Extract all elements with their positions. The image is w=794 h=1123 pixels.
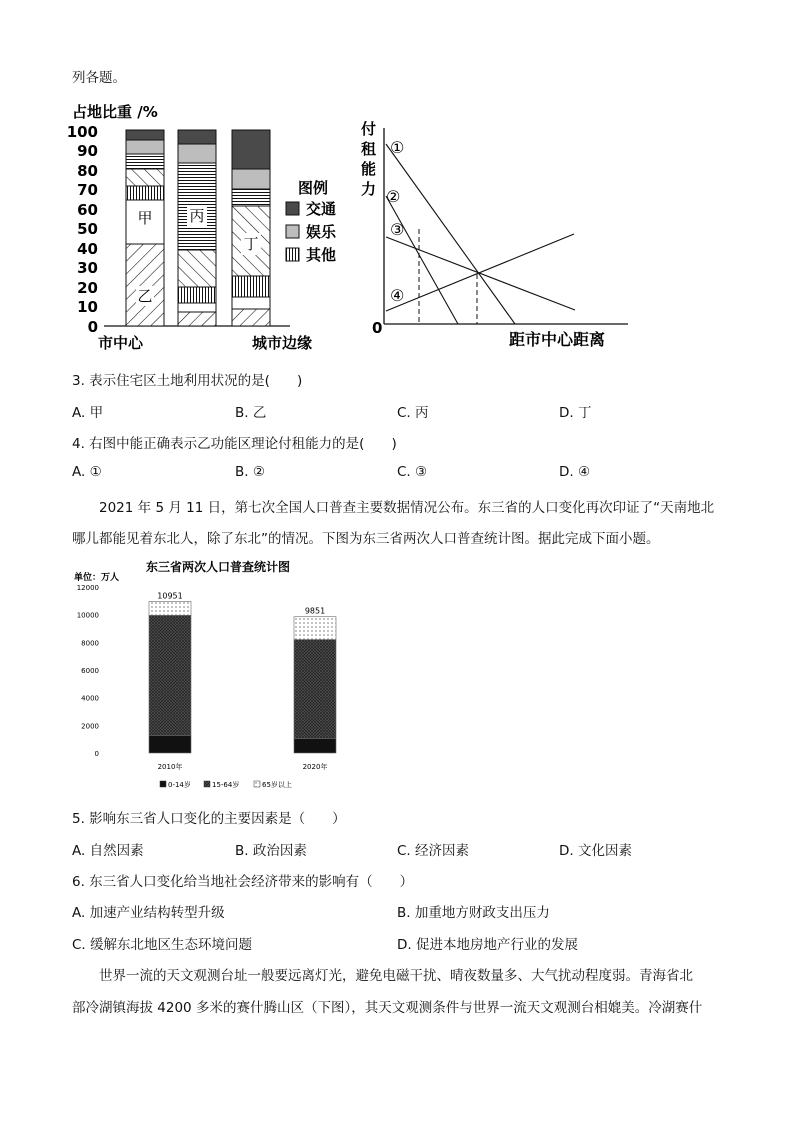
segment-mixed — [178, 250, 216, 287]
q6-option-a[interactable]: A. 加速产业结构转型升级 — [72, 905, 225, 921]
segment-transport — [178, 130, 216, 144]
bar-middle — [178, 130, 216, 326]
q6-option-b[interactable]: B. 加重地方财政支出压力 — [397, 905, 550, 921]
y-tick-label: 12000 — [76, 584, 99, 592]
y-tick-label: 2000 — [81, 722, 99, 731]
segment-blank — [178, 303, 216, 312]
y-tick: 100 — [66, 123, 98, 141]
left-y-title: 占地比重 /% — [72, 103, 158, 121]
q3-option-d[interactable]: D. 丁 — [559, 405, 592, 421]
right-y-title-char: 租 — [361, 140, 377, 158]
marker-3: ③ — [390, 220, 405, 239]
bar-segment-2 — [149, 615, 191, 735]
q4-option-d[interactable]: D. ④ — [559, 464, 591, 480]
census-chart — [66, 557, 386, 797]
right-y-title-char: 力 — [361, 180, 377, 198]
segment-lines — [126, 154, 164, 169]
y-tick: 60 — [77, 201, 98, 219]
y-tick-label: 10000 — [76, 611, 99, 620]
land-use-figure — [60, 98, 640, 354]
bar-segment-3 — [294, 617, 336, 640]
label-jia: 甲 — [137, 209, 153, 227]
y-tick: 30 — [77, 259, 98, 277]
q5-option-c[interactable]: C. 经济因素 — [397, 843, 470, 859]
legend-transport: 交通 — [306, 200, 337, 218]
right-y-title-char: 能 — [361, 160, 377, 178]
legend-swatch-entertainment — [286, 225, 299, 238]
y-tick: 80 — [77, 162, 98, 180]
legend-swatch-other — [286, 248, 299, 261]
legend-swatch — [160, 781, 166, 787]
legend-entertainment: 娱乐 — [306, 223, 337, 241]
segment-entertainment — [232, 169, 270, 189]
label-ding: 丁 — [243, 235, 259, 253]
right-origin: 0 — [372, 319, 383, 337]
y-tick: 90 — [77, 142, 98, 160]
bar-segment-1 — [294, 738, 336, 753]
bar-city-edge — [232, 130, 270, 326]
marker-2: ② — [386, 187, 401, 206]
passage2-line1: 2021 年 5 月 11 日，第七次全国人口普查主要数据情况公布。东三省的人口变化再次印证了“天南地北 — [99, 500, 715, 516]
line-1 — [386, 144, 515, 324]
segment-entertainment — [126, 140, 164, 154]
q6-stem: 6. 东三省人口变化给当地社会经济带来的影响有（ ） — [72, 874, 414, 890]
y-tick: 40 — [77, 240, 98, 258]
q4-stem: 4. 右图中能正确表示乙功能区理论付租能力的是( ) — [72, 436, 397, 452]
marker-1: ① — [390, 138, 405, 157]
segment-lines — [232, 189, 270, 206]
q6-option-d[interactable]: D. 促进本地房地产行业的发展 — [397, 937, 578, 953]
category-label: 2010年 — [157, 763, 183, 771]
segment-hatch — [178, 312, 216, 326]
segment-hatch — [232, 309, 270, 326]
legend-swatch — [204, 781, 210, 787]
passage2-line2: 哪儿都能见着东北人，除了东北”的情况。下图为东三省两次人口普查统计图。据此完成下面小题。 — [72, 531, 660, 547]
passage3-line1: 世界一流的天文观测台址一般要远离灯光，避免电磁干扰、晴夜数量多、大气扰动程度弱。青海省北 — [99, 968, 693, 984]
category-label: 2020年 — [302, 763, 328, 771]
q3-option-c[interactable]: C. 丙 — [397, 405, 429, 421]
segment-other — [178, 287, 216, 303]
bar-segment-1 — [149, 736, 191, 753]
y-tick-label: 0 — [94, 750, 99, 758]
q3-stem: 3. 表示住宅区土地利用状况的是( ) — [72, 373, 303, 389]
y-tick-label: 8000 — [81, 639, 99, 648]
q4-option-c[interactable]: C. ③ — [397, 464, 428, 480]
bar-segment-3 — [149, 602, 191, 616]
q4-option-a[interactable]: A. ① — [72, 464, 102, 480]
legend-label: 0-14岁 — [168, 781, 191, 789]
segment-transport — [126, 130, 164, 140]
x-label-edge: 城市边缘 — [252, 334, 313, 352]
segment-transport — [232, 130, 270, 169]
legend-label: 15-64岁 — [212, 781, 240, 789]
marker-4: ④ — [390, 286, 405, 305]
y-tick-label: 6000 — [81, 667, 99, 675]
q4-option-b[interactable]: B. ② — [235, 464, 265, 480]
segment-blank — [232, 297, 270, 309]
bar-segment-2 — [294, 640, 336, 739]
y-tick: 10 — [77, 298, 98, 316]
legend-swatch-transport — [286, 202, 299, 215]
q5-option-a[interactable]: A. 自然因素 — [72, 843, 144, 859]
x-label-center: 市中心 — [98, 334, 144, 352]
q3-option-a[interactable]: A. 甲 — [72, 405, 104, 421]
y-tick-label: 4000 — [81, 694, 99, 703]
y-tick: 20 — [77, 279, 98, 297]
intro-line: 列各题。 — [72, 70, 126, 86]
right-y-title-char: 付 — [361, 120, 377, 138]
segment-yi — [126, 244, 164, 326]
bar-total-label: 9851 — [304, 606, 326, 616]
bar-total-label: 10951 — [157, 591, 183, 601]
q5-option-d[interactable]: D. 文化因素 — [559, 843, 632, 859]
q5-option-b[interactable]: B. 政治因素 — [235, 843, 307, 859]
chart-title: 东三省两次人口普查统计图 — [145, 560, 291, 574]
q3-option-b[interactable]: B. 乙 — [235, 405, 267, 421]
y-tick: 70 — [77, 181, 98, 199]
segment-entertainment — [178, 144, 216, 163]
y-tick: 0 — [87, 318, 98, 336]
segment-other — [126, 186, 164, 200]
chart-unit-label: 单位：万人 — [74, 573, 120, 583]
legend-other: 其他 — [306, 246, 337, 264]
legend-swatch — [254, 781, 260, 787]
q5-stem: 5. 影响东三省人口变化的主要因素是（ ） — [72, 811, 346, 827]
y-tick: 50 — [77, 220, 98, 238]
q6-option-c[interactable]: C. 缓解东北地区生态环境问题 — [72, 937, 253, 953]
right-x-title: 距市中心距离 — [509, 330, 606, 349]
label-yi: 乙 — [137, 287, 153, 305]
legend-label: 65岁以上 — [262, 781, 292, 789]
segment-mixed — [126, 169, 164, 186]
legend-title: 图例 — [298, 179, 329, 197]
segment-other — [232, 276, 270, 297]
passage3-line2: 部冷湖镇海拔 4200 多米的赛什腾山区（下图），其天文观测条件与世界一流天文观测台相媲美。冷湖赛什 — [72, 1000, 703, 1016]
label-bing: 丙 — [189, 207, 205, 225]
